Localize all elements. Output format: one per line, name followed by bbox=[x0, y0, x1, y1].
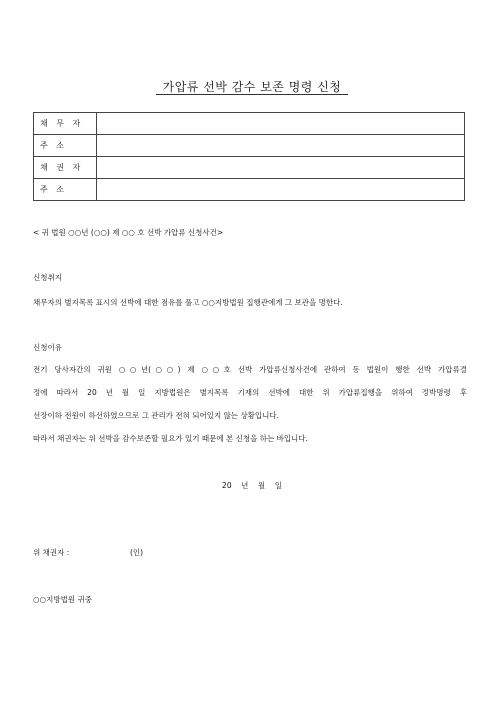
creditor-label: 채 권 자 bbox=[34, 157, 97, 179]
debtor-value bbox=[97, 113, 465, 135]
reason-line-2: 정에 따라서 20 년 월 일 지방법원은 별지목록 기재의 선박에 대한 위 가압류집행을 위하여 정박명령 후 bbox=[33, 388, 467, 397]
document-title: 가압류 선박 감수 보존 명령 신청 bbox=[162, 80, 342, 94]
debtor-label: 채 무 자 bbox=[34, 113, 97, 135]
purpose-text: 채무자의 별지목록 표시의 선박에 대한 점유를 풀고 ○○지방법원 집행관에게 그 보관을 명한다. bbox=[33, 298, 343, 307]
court-recipient: ○○지방법원 귀중 bbox=[33, 595, 92, 604]
title-underline bbox=[156, 94, 348, 95]
creditor-address-label: 주 소 bbox=[34, 179, 97, 201]
purpose-heading: 신청취지 bbox=[33, 273, 62, 282]
debtor-address-row bbox=[34, 135, 465, 157]
creditor-address-value bbox=[97, 179, 465, 201]
debtor-address-label: 주 소 bbox=[34, 135, 97, 157]
debtor-row bbox=[34, 113, 465, 135]
creditor-row bbox=[34, 157, 465, 179]
reason-heading: 신청이유 bbox=[33, 343, 62, 352]
reason-line-1: 전기 당사자간의 귀원 ○○년(○○) 제 ○○호 선박 가압류신청사건에 관하여 동 법원이 행한 선박 가압류결 bbox=[33, 365, 467, 374]
debtor-address-value bbox=[97, 135, 465, 157]
case-reference: < 귀 법원 ○○년 (○○) 제 ○○ 호 선박 가압류 신청사건> bbox=[33, 228, 224, 237]
reason-line-4: 따라서 채권자는 위 선박을 감수보존할 필요가 있기 때문에 본 신청을 하는 바입니다. bbox=[33, 434, 308, 443]
creditor-value bbox=[97, 157, 465, 179]
date-line: 20 년 월 일 bbox=[222, 481, 282, 490]
seal-mark: (인) bbox=[130, 548, 144, 557]
creditor-sign-label: 위 채권자 : bbox=[33, 548, 70, 557]
reason-line-3: 선장이하 전원이 하선하였으므로 그 관리가 전혀 되어있지 않는 상황입니다. bbox=[33, 411, 280, 420]
creditor-address-row bbox=[34, 179, 465, 201]
parties-table bbox=[33, 112, 465, 201]
